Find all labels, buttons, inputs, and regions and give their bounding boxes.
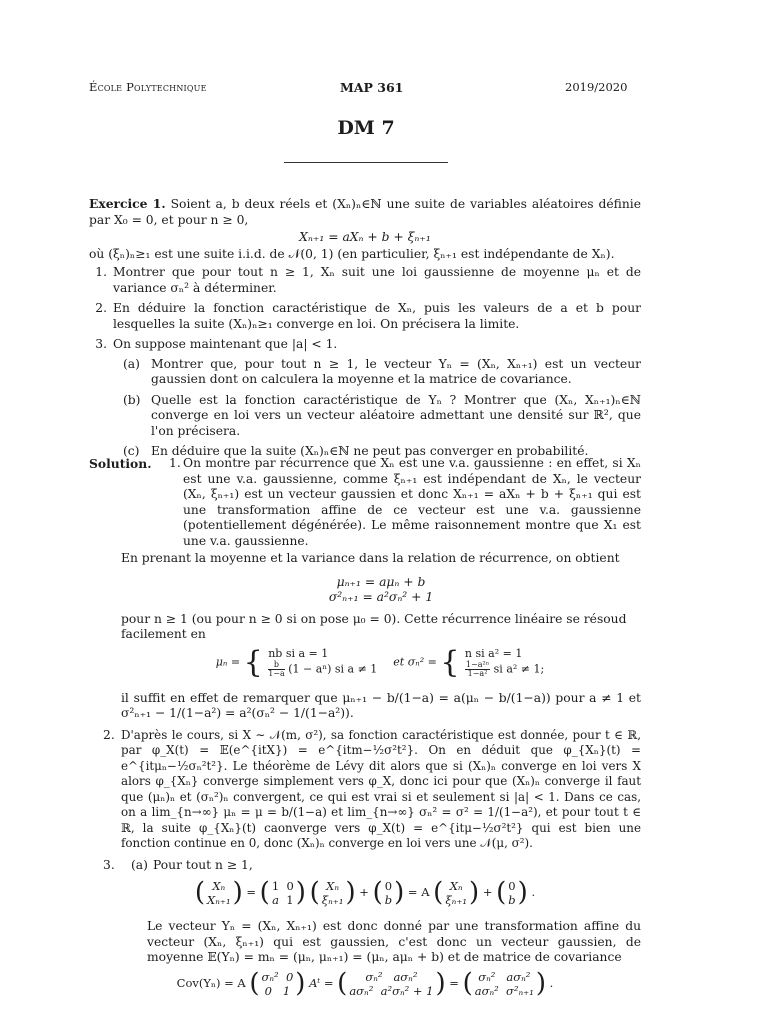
m-b-b: b [508,893,516,907]
frac-1-minus-a: 1−a [268,668,285,678]
question-3c-text: En déduire que la suite (Xₙ)ₙ∈ℕ ne peut pas converger en probabilité. [151,444,589,458]
solution-block [89,456,641,1004]
covariance-equation: Cov(Yₙ) = A ( σₙ² 0 0 1 ) Aᵗ = ( σₙ² aσₙ² aσₙ² a²σₙ² + 1) = ( σₙ² aσₙ² aσₙ² σ²ₙ₊₁) . [176,967,554,998]
frac-1-minus-a2: 1−a² [467,668,488,678]
title-rule [284,162,448,163]
exercise-label: Exercice 1. [89,196,166,211]
mu-case-1: nb si a = 1 [268,646,329,660]
sigma-lhs: et σₙ² = [393,655,437,668]
m-xi-b: ξₙ₊₁ [445,893,468,907]
cov-lhs: Cov(Yₙ) = A [176,975,246,990]
cov-At: Aᵗ = [309,975,334,990]
solution-3a-text: Pour tout n ≥ 1, [153,857,253,872]
solution-2: 2. D'après le cours, si X ∼ 𝒩(m, σ²), sa fonction caractéristique est donnée, pour t ∈ ℝ, par φ_X(t) = 𝔼(e^{itX}) = e^{itm−½σ²t²}. On en déduit que φ_{Xₙ}(t) = e^{itμₙ−½σₙ²t²}. Le théorème de Lévy dit alors que si (Xₙ)ₙ converge en loi vers X alors φ_{Xₙ} converge simplement vers φ_X, donc ici pour que (Xₙ)ₙ converge il faut que (μₙ)ₙ et (σₙ²)ₙ convergent, ce qui est vrai si et seulement si |a| < 1. Dans ce cas, on a lim_{n→∞} μₙ = μ = b/(1−a) et lim_{n→∞} σₙ² = σ² = 1/(1−a²), et pour tout t ∈ ℝ, la suite φ_{Xₙ}(t) caonverge vers φ_X(t) = e^{itμ−½σ²t²} qui est bien une fonction continue en 0, donc (Xₙ)ₙ converge en loi vers une 𝒩(μ, σ²). [103,727,641,850]
m-a: a [272,893,279,907]
m-0c: 0 [508,879,516,893]
m-0b: 0 [384,879,393,893]
question-3b-text: Quelle est la fonction caractéristique de Yₙ ? Montrer que (Xₙ, Xₙ₊₁)ₙ∈ℕ converge en loi vers un vecteur aléatoire admettant une densité sur ℝ², que l'on précisera. [151,392,641,438]
equation-sigma: σ²ₙ₊₁ = a²σₙ² + 1 [328,590,434,604]
cov-as2-d: aσₙ² [474,983,499,998]
m-plus: + [359,885,369,899]
cov-eq: = [449,975,459,990]
mu-lhs: μₙ = [215,655,241,668]
cov-s2-a: σₙ² [261,969,279,984]
solution-2-text: D'après le cours, si X ∼ 𝒩(m, σ²), sa fonction caractéristique est donnée, pour t ∈ ℝ, par φ_X(t) = 𝔼(e^{itX}) = e^{itm−½σ²t²}. On en déduit que φ_{Xₙ}(t) = e^{itμₙ−½σₙ²t²}. Le théorème de Lévy dit alors que si (Xₙ)ₙ converge en loi vers X alors φ_{Xₙ} converge simplement vers φ_X, donc ici pour que (Xₙ)ₙ converge il faut que (μₙ)ₙ et (σₙ²)ₙ convergent, ce qui est vrai si et seulement si |a| < 1. Dans ce cas, on a lim_{n→∞} μₙ = μ = b/(1−a) et lim_{n→∞} σₙ² = σ² = 1/(1−a²), et pour tout t ∈ ℝ, la suite φ_{Xₙ}(t) caonverge vers φ_X(t) = e^{itμ−½σ²t²} qui est bien une fonction continue en 0, donc (Xₙ)ₙ converge en loi vers une 𝒩(μ, σ²). [121,727,641,850]
frac-1-minus-a2n: 1−a²ⁿ [465,659,490,669]
m-xn-c: Xₙ [449,879,463,893]
m-xi: ξₙ₊₁ [321,893,344,907]
question-2-text: En déduire la fonction caractéristique de Xₙ, puis les valeurs de a et b pour lesquelles la suite (Xₙ)ₙ≥₁ converge en loi. On précisera la limite. [113,301,641,331]
m-xn1: Xₙ₊₁ [207,893,231,907]
mu-case-2: (1 − aⁿ) si a ≠ 1 [288,662,378,675]
exercise-intro: Soient a, b deux réels et (Xₙ)ₙ∈ℕ une suite de variables aléatoires définie par X₀ = 0, et pour n ≥ 0, [89,197,641,227]
question-1-text: Montrer que pour tout n ≥ 1, Xₙ suit une loi gaussienne de moyenne μₙ et de variance σₙ² à déterminer. [113,265,641,295]
solution-3a-paragraph: Le vecteur Yₙ = (Xₙ, Xₙ₊₁) est donc donné par une transformation affine du vecteur (Xₙ, ξₙ₊₁) qui est gaussien, c'est donc un vecteur gaussien, de moyenne 𝔼(Yₙ) = mₙ = (μₙ, μₙ₊₁) = (μₙ, aμₙ + b) et de matrice de covariance [147,919,641,964]
solution-3-label: 3. [103,857,115,872]
exercise-block [89,196,641,460]
m-1a: 1 [271,879,280,893]
equation-mu: μₙ₊₁ = aμₙ + b [336,574,426,589]
solution-1-text: On montre par récurrence que Xₙ est une v.a. gaussienne : en effet, si Xₙ est une v.a. gaussienne, comme ξₙ₊₁ est indépendant de Xₙ, le vecteur (Xₙ, ξₙ₊₁) est un vecteur gaussien et donc Xₙ₊₁ = aXₙ + b + ξₙ₊₁ qui est une transformation affine de ce vecteur est une v.a. gaussienne (potentiellement dégénérée). Le même raisonnement montre que X₁ est une v.a. gaussienne. [183,456,641,548]
cov-0: 0 [285,969,294,984]
question-2: 2. En déduire la fonction caractéristique de Xₙ, puis les valeurs de a et b pour lesquelles la suite (Xₙ)ₙ≥₁ converge en loi. On précisera la limite. [95,301,641,331]
cov-1: 1 [282,983,291,998]
cov-as2-a: aσₙ² [393,969,418,984]
solution-1: Solution. 1. On montre par récurrence que Xₙ est une v.a. gaussienne : en effet, si Xₙ est une v.a. gaussienne, comme ξₙ₊₁ est indépendant de Xₙ, le vecteur (Xₙ, ξₙ₊₁) est un vecteur gaussien et donc Xₙ₊₁ = aXₙ + b + ξₙ₊₁ qui est une transformation affine de ce vecteur est une v.a. gaussienne (potentiellement dégénérée). Le même raisonnement montre que X₁ est une v.a. gaussienne. [89,456,641,548]
solution-3a-label: (a) [131,857,148,872]
solution-1d: il suffit en effet de remarquer que μₙ₊₁ − b/(1−a) = a(μₙ − b/(1−a)) pour a ≠ 1 et σ²ₙ₊₁ − 1/(1−a²) = a²(σₙ² − 1/(1−a²)). [121,690,641,720]
m-b: b [384,893,393,907]
frac-b: b [268,661,285,670]
m-dot: . [531,885,536,899]
exercise-where: où (ξₙ)ₙ≥₁ est une suite i.i.d. de 𝒩(0, 1) (en particulier, ξₙ₊₁ est indépendante de Xₙ). [89,246,615,261]
m-xn-b: Xₙ [326,879,340,893]
header-course: MAP 361 [340,80,404,95]
cov-s2n1: σ²ₙ₊₁ [506,983,534,998]
solution-1c: pour n ≥ 1 (ou pour n ≥ 0 si on pose μ₀ = 0). Cette récurrence linéaire se résoud facilement en [121,611,627,641]
case-equations: μₙ = { nb si a = 1 $\frac{b}{1-a} (1 - a^n)$ si a ≠ 1 et σₙ² = { n si a² = 1 $\frac{\text{1−a²ⁿ}}{\text{1−a²}}$ si a² ≠ 1; [215,644,545,680]
cov-0b: 0 [264,983,272,998]
cov-s2-c: σₙ² [478,969,496,984]
m-plus-b: + [482,885,493,899]
m-xn: Xₙ [212,879,226,893]
m-A: = A [407,885,430,899]
cov-as2-c: aσₙ² [506,969,531,984]
question-3: 3. On suppose maintenant que |a| < 1. [89,337,641,353]
header-school: École Polytechnique [89,80,207,94]
page-title: DM 7 [337,117,395,139]
matrix-equation: ( Xₙ Xₙ₊₁) = ( 1 0 a 1) ( Xₙ ξₙ₊₁) + ( 0 b) = A ( Xₙ ξₙ₊₁) + ( 0 b) . [194,877,536,908]
header-year: 2019/2020 [565,80,628,94]
question-1: 1. Montrer que pour tout n ≥ 1, Xₙ suit une loi gaussienne de moyenne μₙ et de variance σₙ² à déterminer. [95,265,641,295]
question-3b: (b) Quelle est la fonction caractéristique de Yₙ ? Montrer que (Xₙ, Xₙ₊₁)ₙ∈ℕ converge en loi vers un vecteur aléatoire admettant une densité sur ℝ², que l'on précisera. [123,392,641,438]
sigma-case-2: si a² ≠ 1; [493,662,545,675]
cov-as2-b: aσₙ² [349,983,374,998]
question-3-text: On suppose maintenant que |a| < 1. [113,337,338,351]
cov-dot: . [549,975,554,990]
m-0a: 0 [286,879,294,893]
solution-3 [89,858,641,874]
cov-a2s2p1: a²σₙ² + 1 [380,983,434,998]
question-3a-text: Montrer que, pour tout n ≥ 1, le vecteur Yₙ = (Xₙ, Xₙ₊₁) est un vecteur gaussien dont on calculera la moyenne et la matrice de covariance. [151,356,641,386]
solution-label: Solution. [89,456,152,471]
cov-s2-b: σₙ² [365,969,383,984]
solution-1b: En prenant la moyenne et la variance dans la relation de récurrence, on obtient [121,551,620,565]
m-eq: = [246,885,257,899]
m-1b: 1 [286,893,294,907]
question-3c: (c) En déduire que la suite (Xₙ)ₙ∈ℕ ne peut pas converger en probabilité. [89,444,641,460]
sigma-case-1: n si a² = 1 [464,646,523,660]
question-3a: (a) Montrer que, pour tout n ≥ 1, le vecteur Yₙ = (Xₙ, Xₙ₊₁) est un vecteur gaussien dont on calculera la moyenne et la matrice de covariance. [123,356,641,386]
exercise-recurrence: Xₙ₊₁ = aXₙ + b + ξₙ₊₁ [299,230,431,244]
